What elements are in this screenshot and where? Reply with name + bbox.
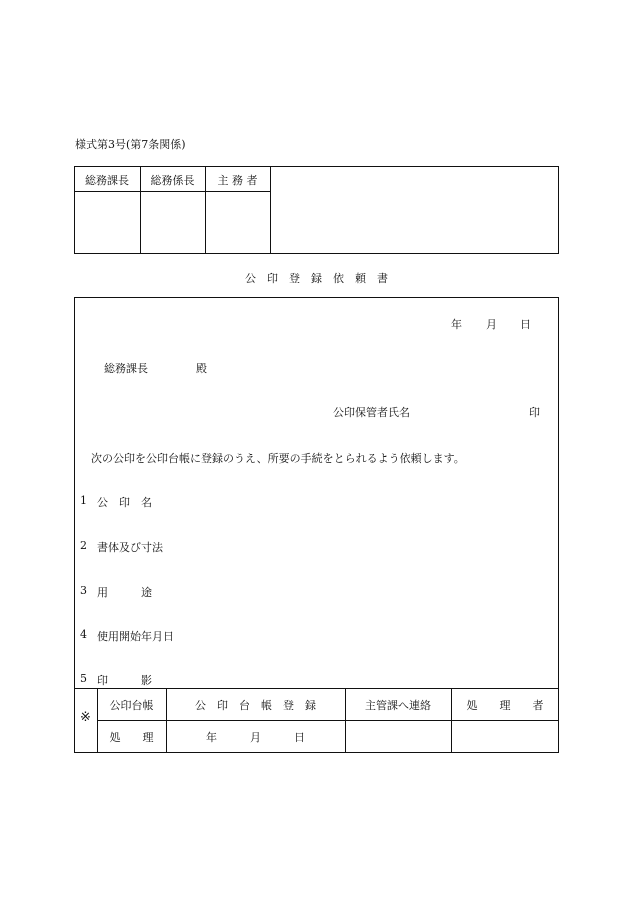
item-number: 3 bbox=[80, 584, 87, 597]
ledger-label: 公印台帳 bbox=[109, 699, 154, 712]
item-number: 2 bbox=[80, 539, 87, 552]
approval-stamp-cell[interactable] bbox=[141, 192, 205, 253]
contact-cell[interactable] bbox=[346, 721, 450, 752]
addressee-name: 総務課長 bbox=[104, 362, 148, 375]
approval-stamp-cell[interactable] bbox=[75, 192, 140, 253]
item-label-font-size: 書体及び寸法 bbox=[97, 541, 163, 554]
request-text: 次の公印を公印台帳に登録のうえ、所要の手続をとられるよう依頼します。 bbox=[91, 452, 465, 465]
handler-header: 処 理 者 bbox=[466, 699, 544, 712]
handler-cell[interactable] bbox=[452, 721, 558, 752]
approval-col-subsection-chief: 総務係長 bbox=[150, 174, 195, 187]
custodian-label: 公印保管者氏名 bbox=[333, 406, 410, 419]
item-label-start-date: 使用開始年月日 bbox=[97, 630, 174, 643]
contact-header: 主管課へ連絡 bbox=[365, 699, 431, 712]
document-title: 公 印 登 録 依 頼 書 bbox=[245, 272, 388, 285]
item-number: 1 bbox=[80, 494, 87, 507]
date-day: 日 bbox=[520, 318, 531, 331]
approval-stamp-cell[interactable] bbox=[206, 192, 270, 253]
date-year: 年 bbox=[451, 318, 462, 331]
reference-mark: ※ bbox=[80, 710, 91, 725]
addressee-honorific: 殿 bbox=[196, 362, 207, 375]
form-label: 様式第3号(第7条関係) bbox=[75, 138, 186, 151]
date-month: 月 bbox=[486, 318, 497, 331]
item-number: 5 bbox=[80, 672, 87, 685]
registration-date: 年 月 日 bbox=[206, 731, 305, 744]
item-label-purpose: 用 途 bbox=[97, 586, 152, 599]
ledger-processing-label: 処 理 bbox=[109, 731, 154, 744]
approval-col-section-chief: 総務課長 bbox=[85, 174, 129, 187]
custodian-seal-mark: 印 bbox=[529, 406, 540, 419]
approval-col-staff: 主 務 者 bbox=[217, 174, 258, 187]
item-label-seal-impression: 印 影 bbox=[97, 674, 152, 687]
item-number: 4 bbox=[80, 628, 87, 641]
registration-header: 公 印 台 帳 登 録 bbox=[195, 699, 316, 712]
item-label-seal-name: 公 印 名 bbox=[97, 496, 152, 509]
